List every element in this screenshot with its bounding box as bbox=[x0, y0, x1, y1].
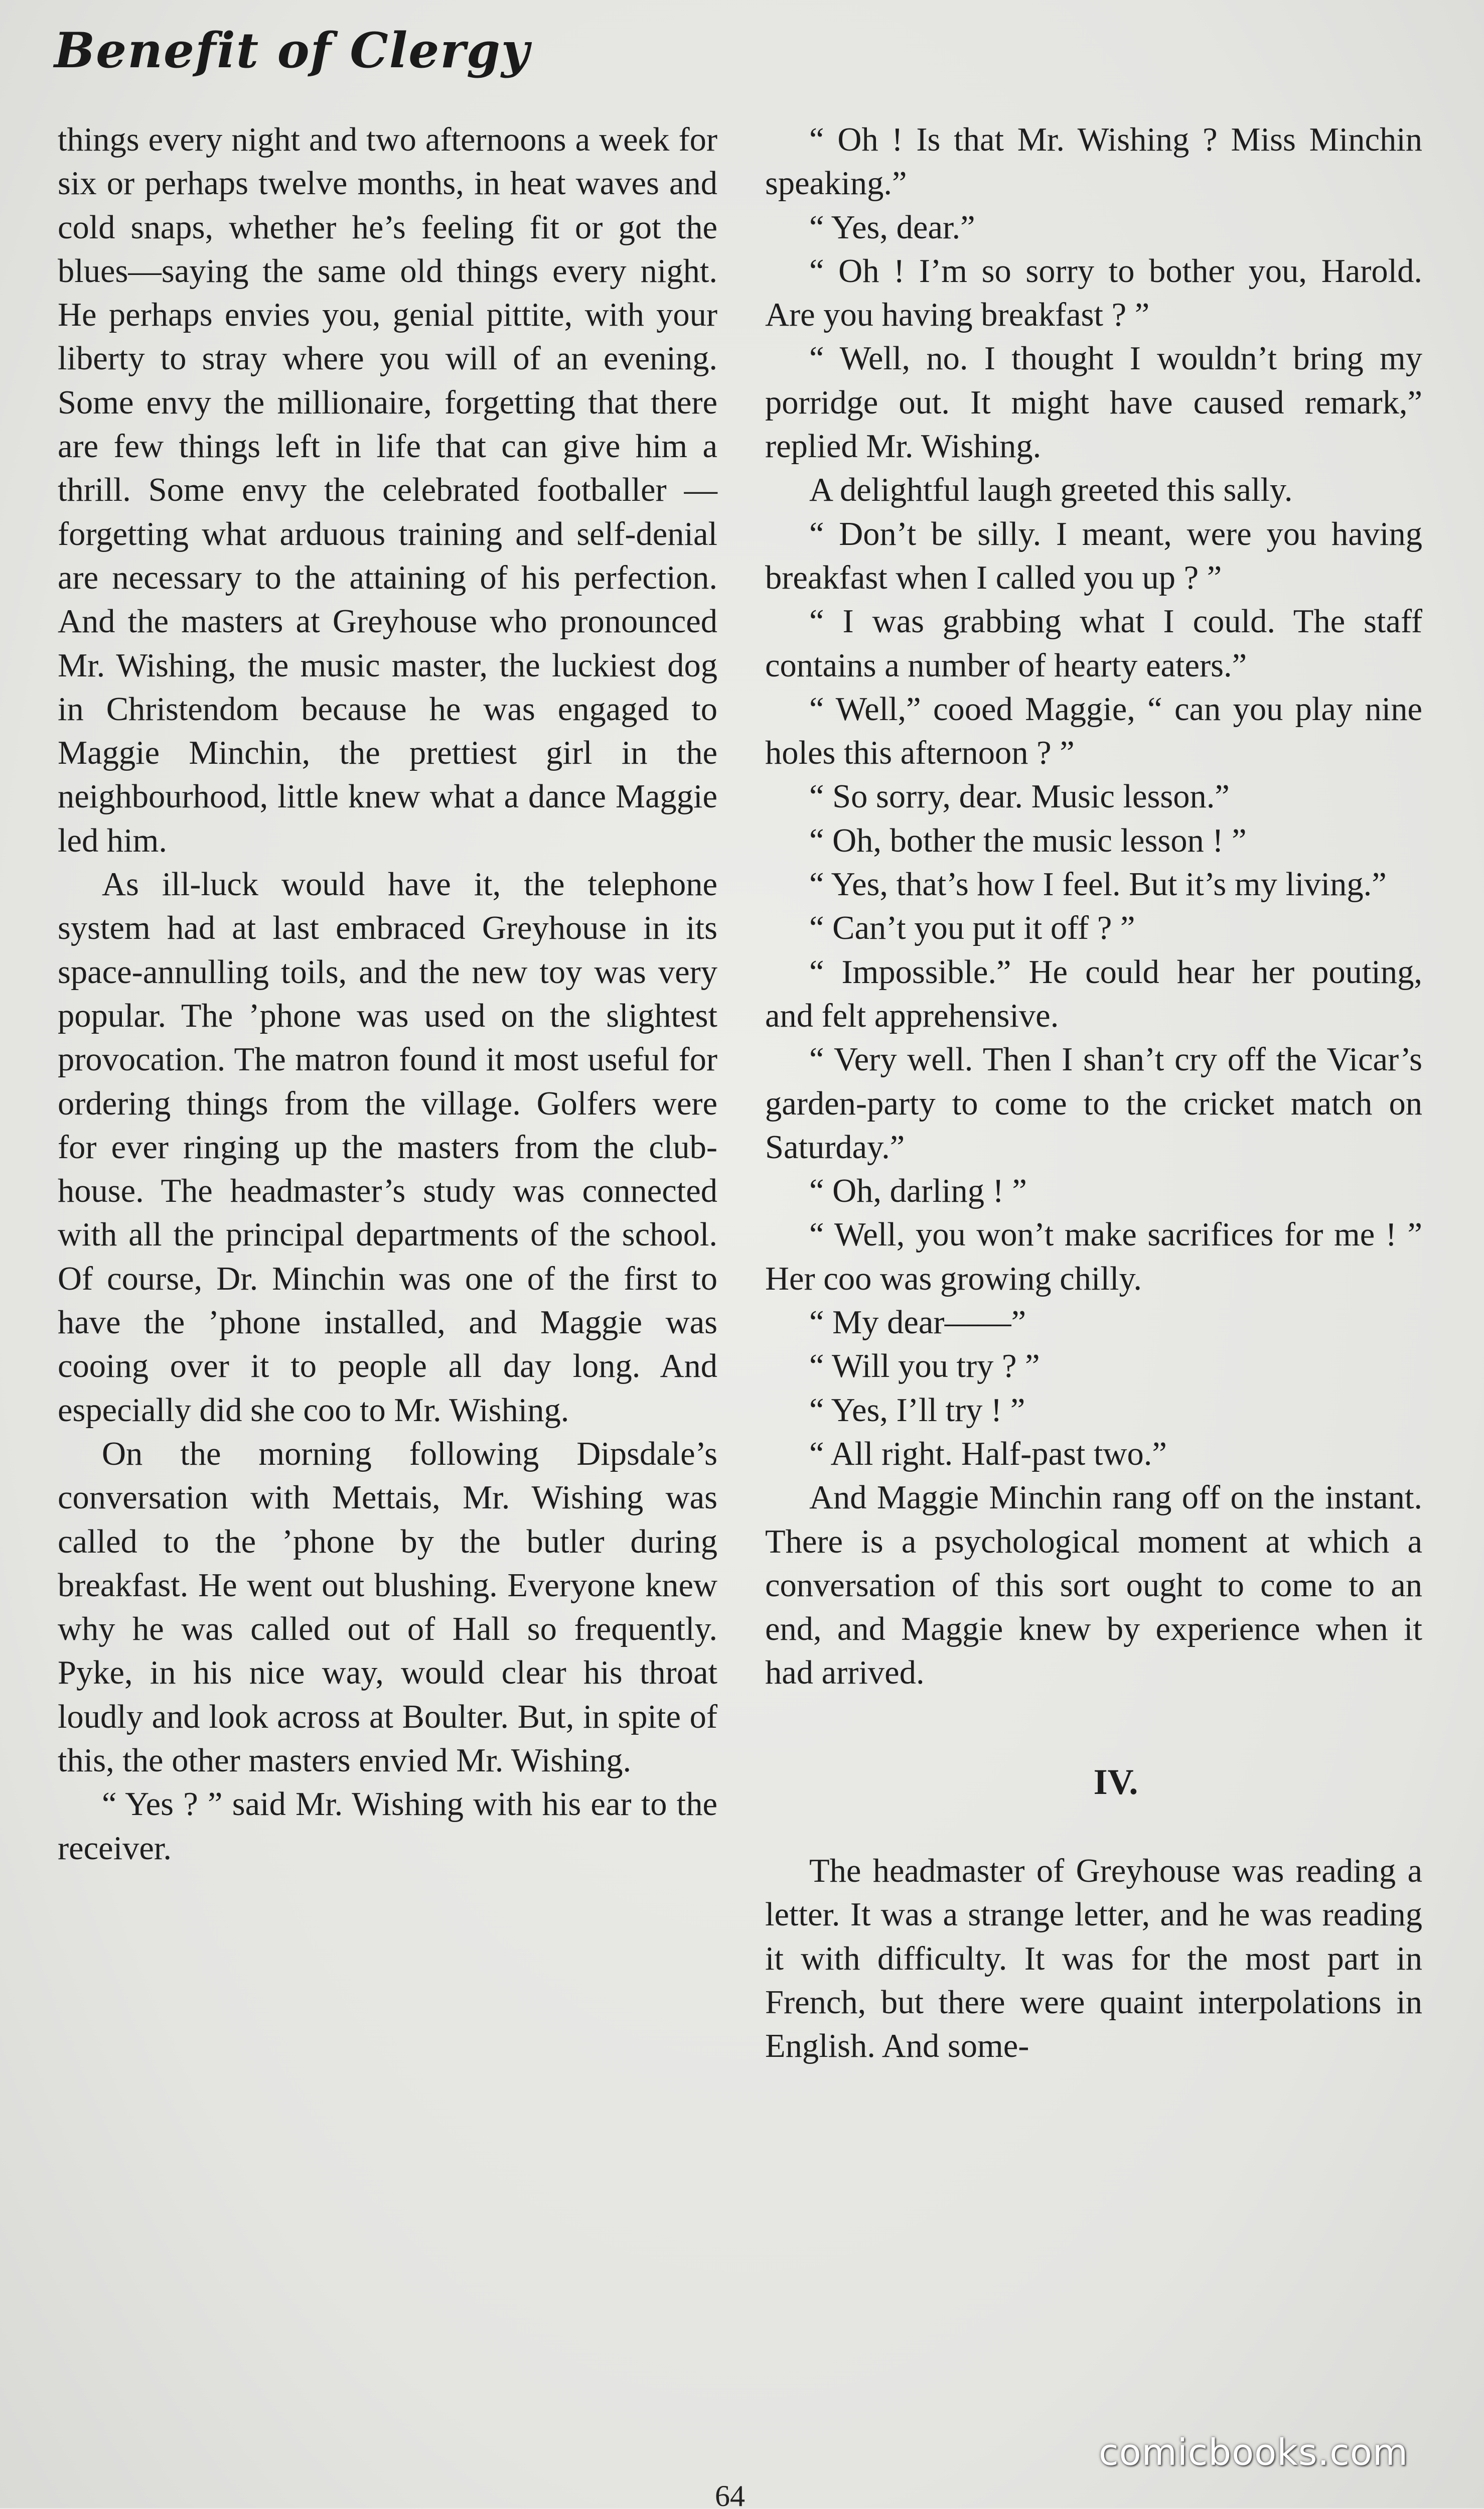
section-spacer bbox=[765, 1695, 1422, 1760]
running-header: Benefit of Clergy bbox=[54, 22, 530, 79]
watermark: comicbooks.com bbox=[1099, 2431, 1409, 2473]
dialogue-line: “ Oh, bother the music lesson ! ” bbox=[809, 822, 1247, 859]
dialogue-line: “ Impossible.” He could hear her pouting, and felt apprehensive. bbox=[765, 953, 1422, 1034]
paragraph: The headmaster of Greyhouse was reading a letter. It was a strange letter, and he was reading it with difficulty. It was for the most part in French, but there were quaint interpolations in English. And some- bbox=[765, 1852, 1422, 2065]
dialogue-line: “ Yes, I’ll try ! ” bbox=[809, 1391, 1025, 1429]
dialogue-line: “ Can’t you put it off ? ” bbox=[809, 910, 1135, 947]
left-column bbox=[58, 118, 717, 1870]
paragraph: And Maggie Minchin rang off on the instant. There is a psychological moment at which a conversation of this sort ought to come to an end, and Maggie knew by experience when it had arrived. bbox=[765, 1479, 1422, 1692]
section-heading: IV. bbox=[1093, 1761, 1138, 1802]
paragraph: As ill-luck would have it, the telephone system had at last embraced Greyhouse in its space-annulling toils, and the new toy was very popular. The ’phone was used on the slightest provocation. The matron found it most useful for ordering things from the village. Golfers were for ever ringing up the masters from the club-house. The headmaster’s study was connected with all the principal departments of the school. Of course, Dr. Minchin was one of the first to have the ’phone installed, and Maggie was cooing over it to people all day long. And especially did she coo to Mr. Wishing. bbox=[58, 866, 717, 1429]
dialogue-line: “ Oh ! I’m so sorry to bother you, Harold. Are you having breakfast ? ” bbox=[765, 252, 1422, 334]
page-number: 64 bbox=[715, 2479, 745, 2509]
dialogue-line: “ Well, you won’t make sacrifices for me ! ” Her coo was growing chilly. bbox=[765, 1216, 1422, 1297]
right-column bbox=[765, 118, 1422, 2068]
paragraph: things every night and two afternoons a week for six or perhaps twelve months, in heat waves and cold snaps, whether he’s feeling fit or got the blues—saying the same old things every night. He perhaps envies you, genial pittite, with your liberty to stray where you will of an evening. Some envy the millionaire, forgetting that there are few things left in life that can give him a thrill. Some envy the celebrated footballer —forgetting what arduous training and self-denial are necessary to the attaining of his perfection. And the masters at Greyhouse who pronounced Mr. Wishing, the music master, the luckiest dog in Christendom because he was engaged to Maggie Minchin, the prettiest girl in the neighbourhood, little knew what a dance Maggie led him. bbox=[58, 121, 717, 859]
paragraph: A delightful laugh greeted this sally. bbox=[809, 472, 1293, 509]
section-spacer bbox=[765, 1804, 1422, 1849]
dialogue-line: “ My dear——” bbox=[809, 1304, 1026, 1341]
dialogue-line: “ Don’t be silly. I meant, were you having breakfast when I called you up ? ” bbox=[765, 515, 1422, 596]
dialogue-line: “ Very well. Then I shan’t cry off the Vicar’s garden-party to come to the cricket match on Saturday.” bbox=[765, 1041, 1422, 1166]
dialogue-line: “ Well,” cooed Maggie, “ can you play nine holes this afternoon ? ” bbox=[765, 690, 1422, 772]
dialogue-line: “ Will you try ? ” bbox=[809, 1348, 1040, 1385]
dialogue-line: “ Yes, dear.” bbox=[809, 209, 975, 246]
dialogue-line: “ Oh, darling ! ” bbox=[809, 1173, 1027, 1210]
dialogue-line: “ So sorry, dear. Music lesson.” bbox=[809, 778, 1230, 815]
dialogue-line: “ Yes, that’s how I feel. But it’s my living.” bbox=[809, 866, 1387, 903]
dialogue-line: “ All right. Half-past two.” bbox=[809, 1435, 1167, 1472]
dialogue-line: “ I was grabbing what I could. The staff contains a number of hearty eaters.” bbox=[765, 603, 1422, 684]
paragraph: “ Yes ? ” said Mr. Wishing with his ear to the receiver. bbox=[58, 1786, 717, 1867]
paragraph: On the morning following Dipsdale’s conversation with Mettais, Mr. Wishing was called to the ’phone by the butler during breakfast. He went out blushing. Everyone knew why he was called out of Hall so frequently. Pyke, in his nice way, would clear his throat loudly and look across at Boulter. But, in spite of this, the other masters envied Mr. Wishing. bbox=[58, 1435, 717, 1779]
dialogue-line: “ Well, no. I thought I wouldn’t bring my porridge out. It might have caused remark,” replied Mr. Wishing. bbox=[765, 340, 1422, 465]
dialogue-line: “ Oh ! Is that Mr. Wishing ? Miss Minchin speaking.” bbox=[765, 121, 1422, 202]
